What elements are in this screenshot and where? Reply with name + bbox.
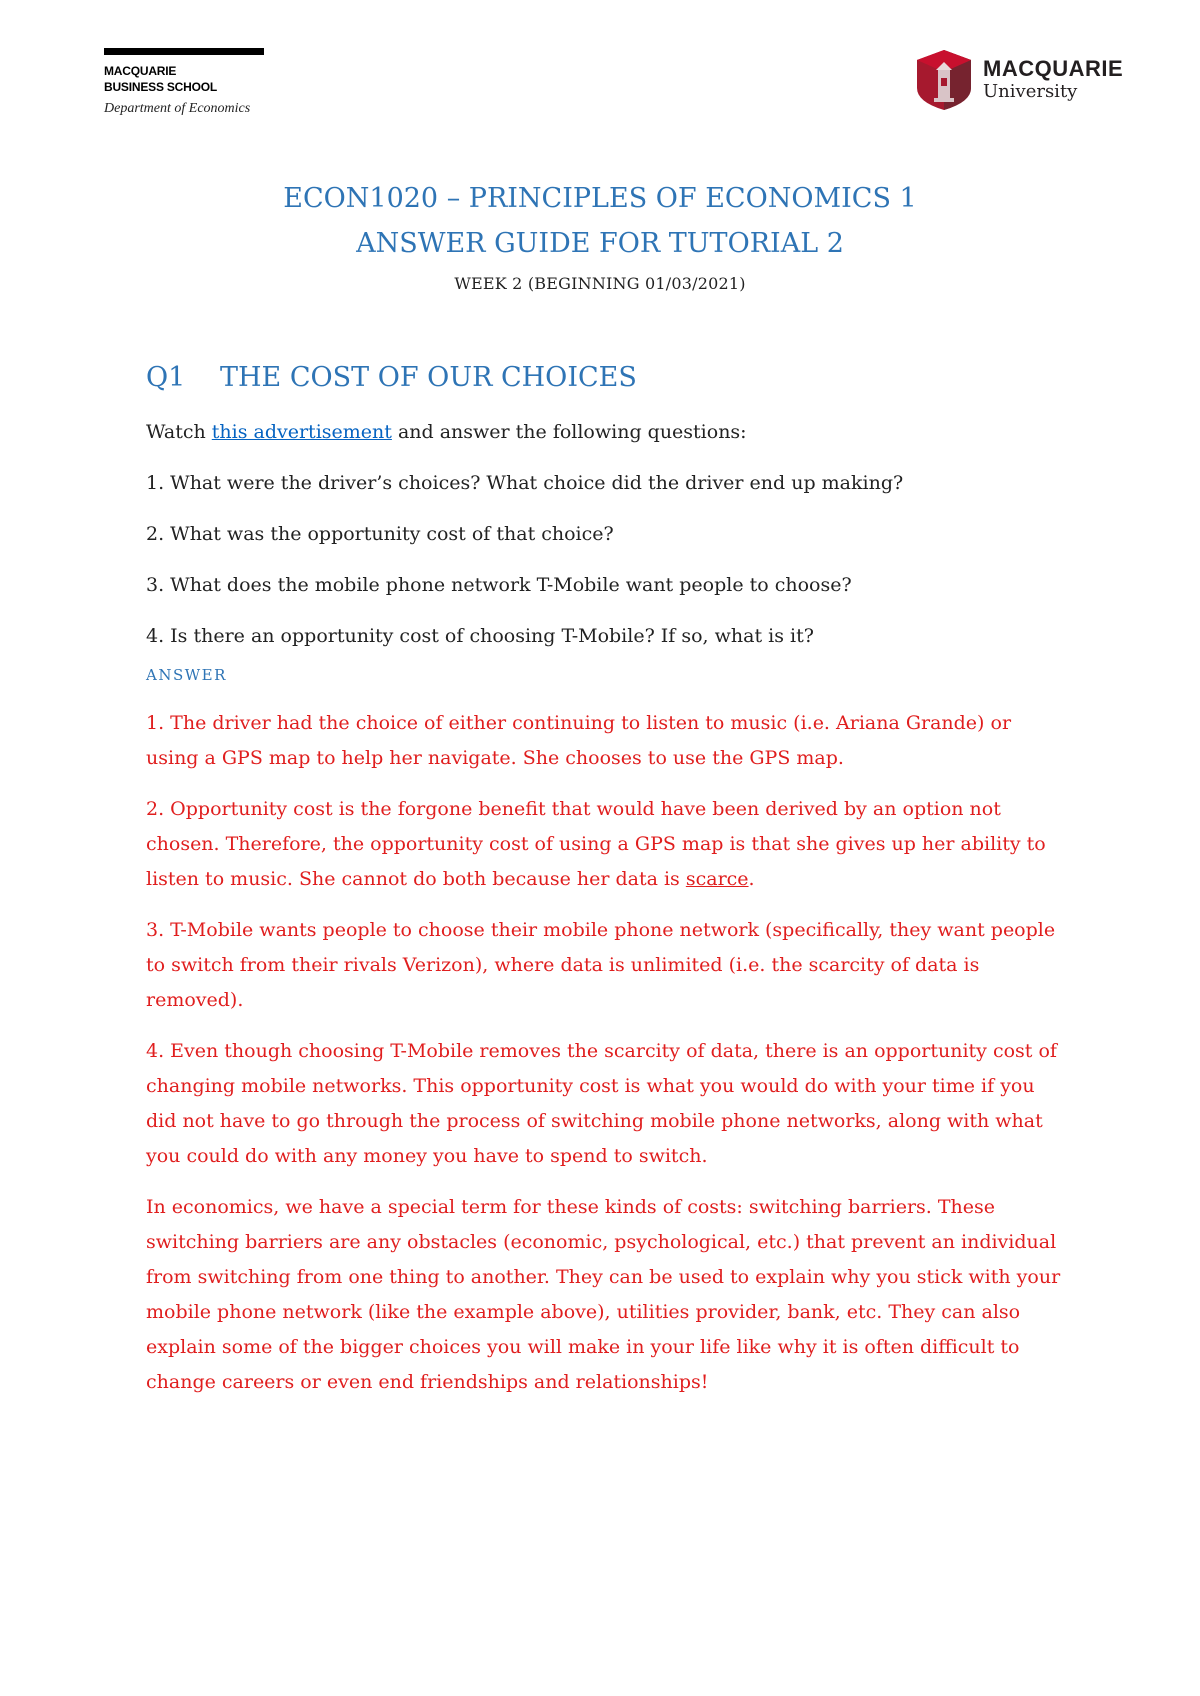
- advertisement-link[interactable]: this advertisement: [211, 421, 392, 443]
- question-section: [146, 362, 1066, 1416]
- instructions: [146, 415, 1066, 449]
- answer-2-end: .: [748, 868, 755, 890]
- question-2: 2. What was the opportunity cost of that choice?: [146, 523, 614, 545]
- course-title: ECON1020 – PRINCIPLES OF ECONOMICS 1: [283, 183, 917, 214]
- intro-prefix: Watch: [146, 421, 212, 443]
- guide-title: ANSWER GUIDE FOR TUTORIAL 2: [356, 228, 844, 259]
- logo-wordmark: MACQUARIE: [983, 56, 1124, 81]
- answer-2-underlined-term: scarce: [685, 868, 749, 890]
- department-name: Department of Economics: [104, 101, 251, 116]
- answer-4: 4. Even though choosing T-Mobile removes the scarcity of data, there is an opportunity cost of changing mobile networks. This opportunity cost is what you would do with your time if you did not have to go through the process of switching mobile phone networks, along with what you could do with any money you have to spend to switch.: [146, 1040, 1057, 1167]
- business-school-header: [104, 48, 264, 117]
- intro-suffix: and answer the following questions:: [391, 421, 747, 443]
- section-heading: [146, 362, 1066, 393]
- logo-subtitle: University: [983, 81, 1078, 102]
- macquarie-university-logo: [917, 50, 1123, 110]
- school-name-line1: MACQUARIE: [104, 64, 177, 78]
- answer-2-text: 2. Opportunity cost is the forgone benefit that would have been derived by an option not chosen. Therefore, the opportunity cost of using a GPS map is that she gives up her ability to listen to music. She cannot do both because her data is: [146, 798, 1046, 890]
- answer-1: 1. The driver had the choice of either continuing to listen to music (i.e. Ariana Grande) or using a GPS map to help her navigate. She chooses to use the GPS map.: [146, 712, 1012, 769]
- school-name-line2: BUSINESS SCHOOL: [104, 80, 218, 94]
- question-4: 4. Is there an opportunity cost of choosing T-Mobile? If so, what is it?: [146, 625, 814, 647]
- week-label: WEEK 2 (BEGINNING 01/03/2021): [454, 274, 746, 293]
- document-title: [0, 176, 1200, 293]
- university-crest-icon: [917, 50, 971, 110]
- answer-3: 3. T-Mobile wants people to choose their mobile phone network (specifically, they want people to switch from their rivals Verizon), where data is unlimited (i.e. the scarcity of data is removed).: [146, 919, 1056, 1011]
- answer-2: [146, 792, 1066, 897]
- question-1: 1. What were the driver’s choices? What choice did the driver end up making?: [146, 472, 904, 494]
- answer-switching-barriers: In economics, we have a special term for these kinds of costs: switching barriers. These switching barriers are any obstacles (economic, psychological, etc.) that prevent an individual from switching from one thing to another. They can be used to explain why you stick with your mobile phone network (like the example above), utilities provider, bank, etc. They can also explain some of the bigger choices you will make in your life like why it is often difficult to change careers or even end friendships and relationships!: [146, 1196, 1061, 1393]
- answer-label: ANSWER: [146, 666, 227, 684]
- section-number: Q1: [146, 362, 186, 393]
- question-3: 3. What does the mobile phone network T-Mobile want people to choose?: [146, 574, 852, 596]
- section-title: THE COST OF OUR CHOICES: [220, 362, 637, 393]
- header-rule: [104, 48, 264, 55]
